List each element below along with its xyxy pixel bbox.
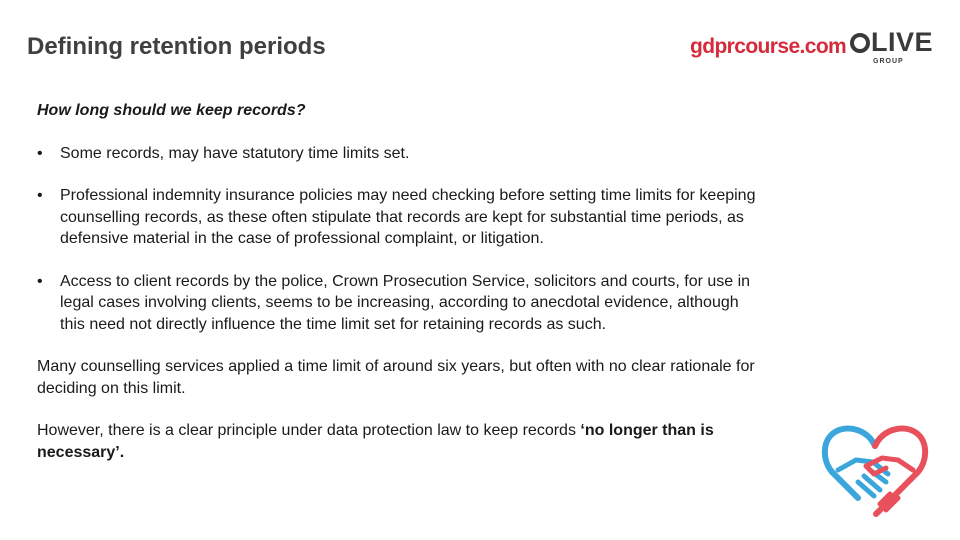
page-title: Defining retention periods <box>27 33 326 60</box>
olive-o-icon <box>850 33 870 53</box>
question-heading: How long should we keep records? <box>37 102 306 119</box>
gdprcourse-logo: gdprcourse.com <box>690 35 847 58</box>
heart-handshake-icon <box>818 420 933 520</box>
paragraph-principle-emphasis: ‘no longer than is necessary’. <box>37 422 714 461</box>
bullet-icon: • <box>37 187 43 204</box>
bullet-item <box>37 185 767 250</box>
olive-letters: LIVE <box>871 27 934 57</box>
paragraph-time-limit: Many counselling services applied a time limit of around six years, but often with no clear rationale for deciding on this limit. <box>37 358 755 397</box>
bullet-text: Access to client records by the police, Crown Prosecution Service, solicitors and courts, for use in legal cases involving clients, seems to be increasing, according to anecdotal evidence, although this need not directly influence the time limit set for retaining records as such. <box>60 272 751 333</box>
bullet-text: Some records, may have statutory time limits set. <box>60 144 410 162</box>
olive-group-logo <box>846 28 936 72</box>
slide-body <box>37 100 767 484</box>
paragraph-principle <box>37 420 767 463</box>
olive-wordmark <box>850 28 933 56</box>
bullet-item <box>37 143 767 165</box>
bullet-text: Professional indemnity insurance policies may need checking before setting time limits for keeping counselling records, as these often stipulate that records are kept for substantial time periods, as defensive material in the case of professional complaint, or litigation. <box>60 187 756 247</box>
paragraph-principle-text: However, there is a clear principle under data protection law to keep records <box>37 422 581 439</box>
bullet-item <box>37 271 767 336</box>
bullet-icon: • <box>37 272 43 290</box>
bullet-icon: • <box>37 144 43 162</box>
olive-group-label: GROUP <box>873 58 904 65</box>
